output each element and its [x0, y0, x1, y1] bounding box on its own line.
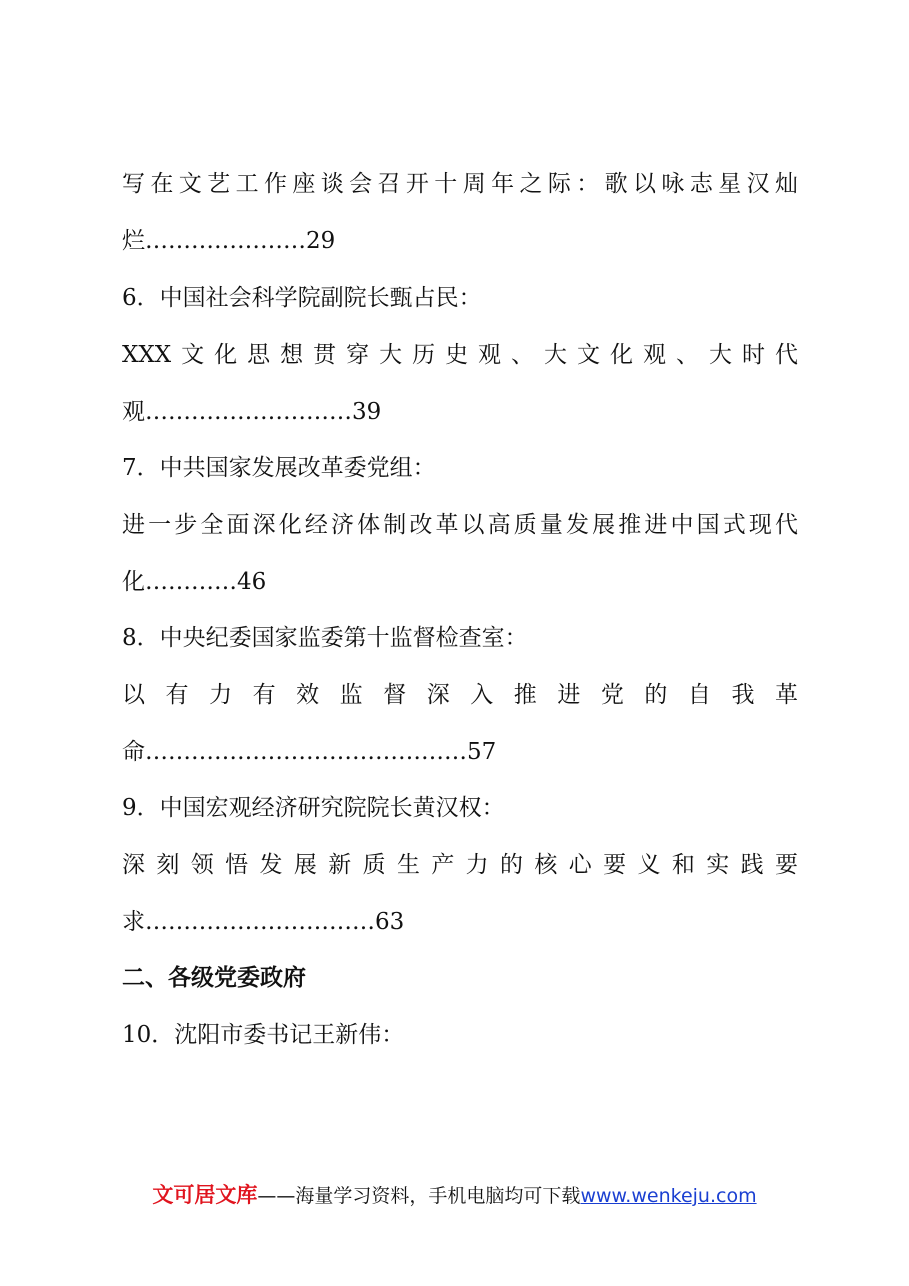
footer-link[interactable]: www.wenkeju.com [580, 1185, 757, 1207]
toc-entry-page: 观………………………39 [122, 399, 382, 425]
toc-entry-author: 10．沈阳市委书记王新伟： [122, 1022, 405, 1048]
toc-entry-author: 9．中国宏观经济研究院院长黄汉权： [122, 795, 505, 821]
toc-entry-title: 以有力有效监督深入推进党的自我革 [122, 682, 798, 708]
toc-entry-title: 进一步全面深化经济体制改革以高质量发展推进中国式现代 [122, 512, 798, 538]
toc-entry-author: 8．中央纪委国家监委第十监督检查室： [122, 625, 528, 651]
toc-entry-page: 化…………46 [122, 569, 267, 595]
toc-entry-title: XXX文化思想贯穿大历史观、大文化观、大时代 [122, 342, 798, 368]
toc-entry-page: 求…………………………63 [122, 909, 405, 935]
footer-banner [0, 1180, 909, 1211]
toc-entry-author: 6．中国社会科学院副院长甄占民： [122, 285, 482, 311]
toc-entry-page: 烂…………………29 [122, 228, 336, 254]
footer-brand: 文可居文库 [152, 1183, 258, 1207]
toc-entry-title: 写在文艺工作座谈会召开十周年之际：歌以咏志星汉灿 [122, 171, 798, 197]
toc-entry-title: 深刻领悟发展新质生产力的核心要义和实践要 [122, 852, 798, 878]
footer-slogan: ——海量学习资料，手机电脑均可下载 [257, 1185, 581, 1207]
section-heading: 二、各级党委政府 [122, 964, 306, 991]
toc-entry-page: 命……………………………………57 [122, 739, 497, 765]
toc-entry-author: 7．中共国家发展改革委党组： [122, 455, 436, 481]
